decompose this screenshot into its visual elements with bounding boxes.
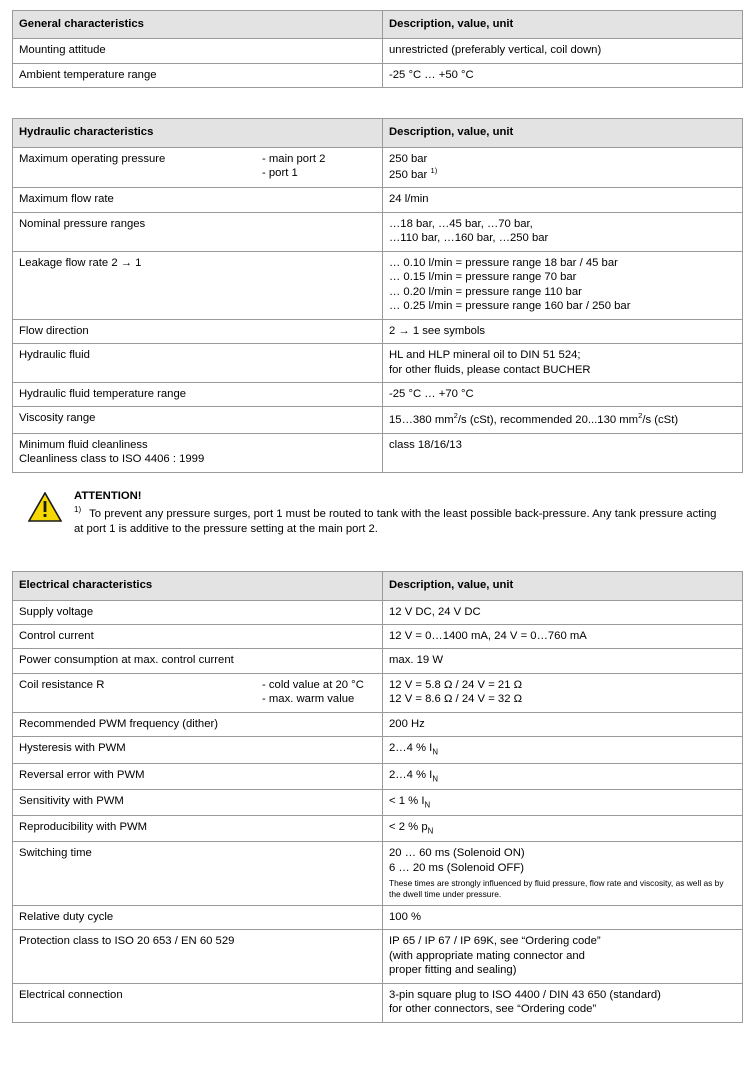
row-value-line: … 0.20 l/min = pressure range 110 bar bbox=[389, 285, 582, 298]
row-label: Electrical connection bbox=[13, 983, 383, 1022]
table-row bbox=[13, 147, 743, 188]
row-label-text: Maximum operating pressure bbox=[19, 152, 166, 165]
row-value: 12 V = 0…1400 mA, 24 V = 0…760 mA bbox=[383, 625, 743, 649]
row-value: 2…4 % $I_N$ bbox=[383, 737, 743, 763]
row-value-line: … 0.15 l/min = pressure range 70 bar bbox=[389, 271, 577, 284]
attention-block bbox=[28, 489, 728, 538]
row-sublabel: - port 1 bbox=[262, 167, 298, 180]
attention-text bbox=[74, 505, 728, 537]
table-row bbox=[13, 188, 743, 212]
row-value-line: for other fluids, please contact BUCHER bbox=[389, 363, 591, 376]
attention-body-text: To prevent any pressure surges, port 1 must be routed to tank with the least possible back-pressure. Any tank pressure acting at port 1 is additive to the pressure setting at the main port 2. bbox=[74, 507, 717, 535]
row-value-line: …18 bar, …45 bar, …70 bar, bbox=[389, 217, 533, 230]
row-value: -25 °C … +70 °C bbox=[383, 383, 743, 407]
spacer bbox=[12, 537, 742, 571]
column-header-characteristic: Electrical characteristics bbox=[13, 572, 383, 600]
table-general-characteristics bbox=[12, 10, 743, 88]
row-label: Viscosity range bbox=[13, 407, 383, 433]
row-value: 100 % bbox=[383, 905, 743, 929]
column-header-characteristic: Hydraulic characteristics bbox=[13, 119, 383, 147]
row-label: Hysteresis with PWM bbox=[13, 737, 383, 763]
table-row bbox=[13, 63, 743, 87]
row-value bbox=[383, 147, 743, 188]
column-header-description: Description, value, unit bbox=[383, 11, 743, 39]
row-value: 2 → 1 see symbols bbox=[383, 319, 743, 343]
table-row bbox=[13, 625, 743, 649]
row-value-line: 250 bar $^{1)}$ bbox=[389, 166, 438, 182]
table-row bbox=[13, 673, 743, 712]
row-value bbox=[383, 344, 743, 383]
row-label: Hydraulic fluid bbox=[13, 344, 383, 383]
table-row bbox=[13, 842, 743, 906]
row-label: Supply voltage bbox=[13, 600, 383, 624]
table-hydraulic-characteristics bbox=[12, 118, 743, 472]
row-value bbox=[383, 842, 743, 906]
column-header-description: Description, value, unit bbox=[383, 572, 743, 600]
row-label: Sensitivity with PWM bbox=[13, 789, 383, 815]
row-label-text: Coil resistance R bbox=[19, 678, 105, 691]
row-sublabels bbox=[248, 152, 376, 181]
row-value-line: proper fitting and sealing) bbox=[389, 964, 517, 977]
row-value-line: … 0.25 l/min = pressure range 160 bar / 250 bar bbox=[389, 300, 631, 313]
row-value-line: 12 V = 8.6 Ω / 24 V = 32 Ω bbox=[389, 693, 523, 706]
row-value-line: 20 … 60 ms (Solenoid ON) bbox=[389, 847, 525, 860]
row-value-line: 250 bar bbox=[389, 152, 428, 165]
table-row bbox=[13, 433, 743, 472]
row-value-line: 6 … 20 ms (Solenoid OFF) bbox=[389, 861, 524, 874]
row-label: Ambient temperature range bbox=[13, 63, 383, 87]
row-value-line: 3-pin square plug to ISO 4400 / DIN 43 650 (standard) bbox=[389, 988, 661, 1001]
row-value bbox=[383, 983, 743, 1022]
row-value: < 2 % $p_N$ bbox=[383, 815, 743, 841]
row-label-line: Cleanliness class to ISO 4406 : 1999 bbox=[19, 453, 205, 466]
row-label bbox=[13, 673, 383, 712]
footnote-marker: 1) bbox=[430, 166, 438, 176]
row-value: class 18/16/13 bbox=[383, 433, 743, 472]
row-value bbox=[383, 930, 743, 983]
row-value: 12 V DC, 24 V DC bbox=[383, 600, 743, 624]
row-value: unrestricted (preferably vertical, coil down) bbox=[383, 39, 743, 63]
row-label: Relative duty cycle bbox=[13, 905, 383, 929]
row-label: Reversal error with PWM bbox=[13, 763, 383, 789]
table-row bbox=[13, 649, 743, 673]
table-row bbox=[13, 789, 743, 815]
row-value bbox=[383, 251, 743, 319]
row-value-note: These times are strongly influenced by fluid pressure, flow rate and viscosity, as well as by the dwell time under pressure. bbox=[389, 878, 724, 899]
row-label-line: Minimum fluid cleanliness bbox=[19, 438, 148, 451]
table-row bbox=[13, 737, 743, 763]
column-header-description: Description, value, unit bbox=[383, 119, 743, 147]
row-value bbox=[383, 673, 743, 712]
row-value-line: 12 V = 5.8 Ω / 24 V = 21 Ω bbox=[389, 678, 523, 691]
column-header-characteristic: General characteristics bbox=[13, 11, 383, 39]
row-sublabels bbox=[248, 678, 376, 707]
table-row bbox=[13, 383, 743, 407]
table-header-row bbox=[13, 11, 743, 39]
table-header-row bbox=[13, 572, 743, 600]
row-sublabel: - main port 2 bbox=[262, 152, 326, 165]
table-row bbox=[13, 930, 743, 983]
table-row bbox=[13, 39, 743, 63]
row-value: -25 °C … +50 °C bbox=[383, 63, 743, 87]
row-value-line: (with appropriate mating connector and bbox=[389, 949, 585, 962]
row-value: 2…4 % $I_N$ bbox=[383, 763, 743, 789]
spacer bbox=[12, 88, 742, 118]
table-row bbox=[13, 344, 743, 383]
row-sublabel: - cold value at 20 °C bbox=[262, 678, 364, 691]
row-value-line: … 0.10 l/min = pressure range 18 bar / 45 bar bbox=[389, 256, 618, 269]
table-row bbox=[13, 712, 743, 736]
row-value: 200 Hz bbox=[383, 712, 743, 736]
row-value-line: …110 bar, …160 bar, …250 bar bbox=[389, 232, 549, 245]
table-row bbox=[13, 983, 743, 1022]
table-row bbox=[13, 319, 743, 343]
row-label: Mounting attitude bbox=[13, 39, 383, 63]
row-label: Recommended PWM frequency (dither) bbox=[13, 712, 383, 736]
row-label: Control current bbox=[13, 625, 383, 649]
table-row bbox=[13, 763, 743, 789]
footnote-marker: 1) bbox=[74, 504, 82, 514]
row-value-line: for other connectors, see “Ordering code” bbox=[389, 1003, 597, 1016]
row-sublabel: - max. warm value bbox=[262, 693, 355, 706]
row-label: Leakage flow rate 2 → 1 bbox=[13, 251, 383, 319]
table-row bbox=[13, 600, 743, 624]
table-row bbox=[13, 407, 743, 433]
row-label bbox=[13, 433, 383, 472]
row-value-line: IP 65 / IP 67 / IP 69K, see “Ordering code” bbox=[389, 935, 601, 948]
attention-text-block bbox=[68, 489, 728, 538]
row-label: Reproducibility with PWM bbox=[13, 815, 383, 841]
row-value: max. 19 W bbox=[383, 649, 743, 673]
warning-triangle-icon bbox=[28, 489, 68, 525]
row-label: Flow direction bbox=[13, 319, 383, 343]
row-value bbox=[383, 212, 743, 251]
row-label: Hydraulic fluid temperature range bbox=[13, 383, 383, 407]
row-label bbox=[13, 147, 383, 188]
row-value: 15…380 $mm^2/s$ (cSt), recommended 20...130 $mm^2/s$ (cSt) bbox=[383, 407, 743, 433]
row-value: < 1 % $I_N$ bbox=[383, 789, 743, 815]
table-row bbox=[13, 251, 743, 319]
row-label: Switching time bbox=[13, 842, 383, 906]
attention-title: ATTENTION! bbox=[74, 489, 142, 502]
row-label: Power consumption at max. control current bbox=[13, 649, 383, 673]
table-header-row bbox=[13, 119, 743, 147]
row-label: Nominal pressure ranges bbox=[13, 212, 383, 251]
table-electrical-characteristics bbox=[12, 571, 743, 1023]
row-value: 24 l/min bbox=[383, 188, 743, 212]
table-row bbox=[13, 815, 743, 841]
row-label: Maximum flow rate bbox=[13, 188, 383, 212]
table-row bbox=[13, 212, 743, 251]
table-row bbox=[13, 905, 743, 929]
row-value-line: HL and HLP mineral oil to DIN 51 524; bbox=[389, 349, 581, 362]
row-label: Protection class to ISO 20 653 / EN 60 529 bbox=[13, 930, 383, 983]
